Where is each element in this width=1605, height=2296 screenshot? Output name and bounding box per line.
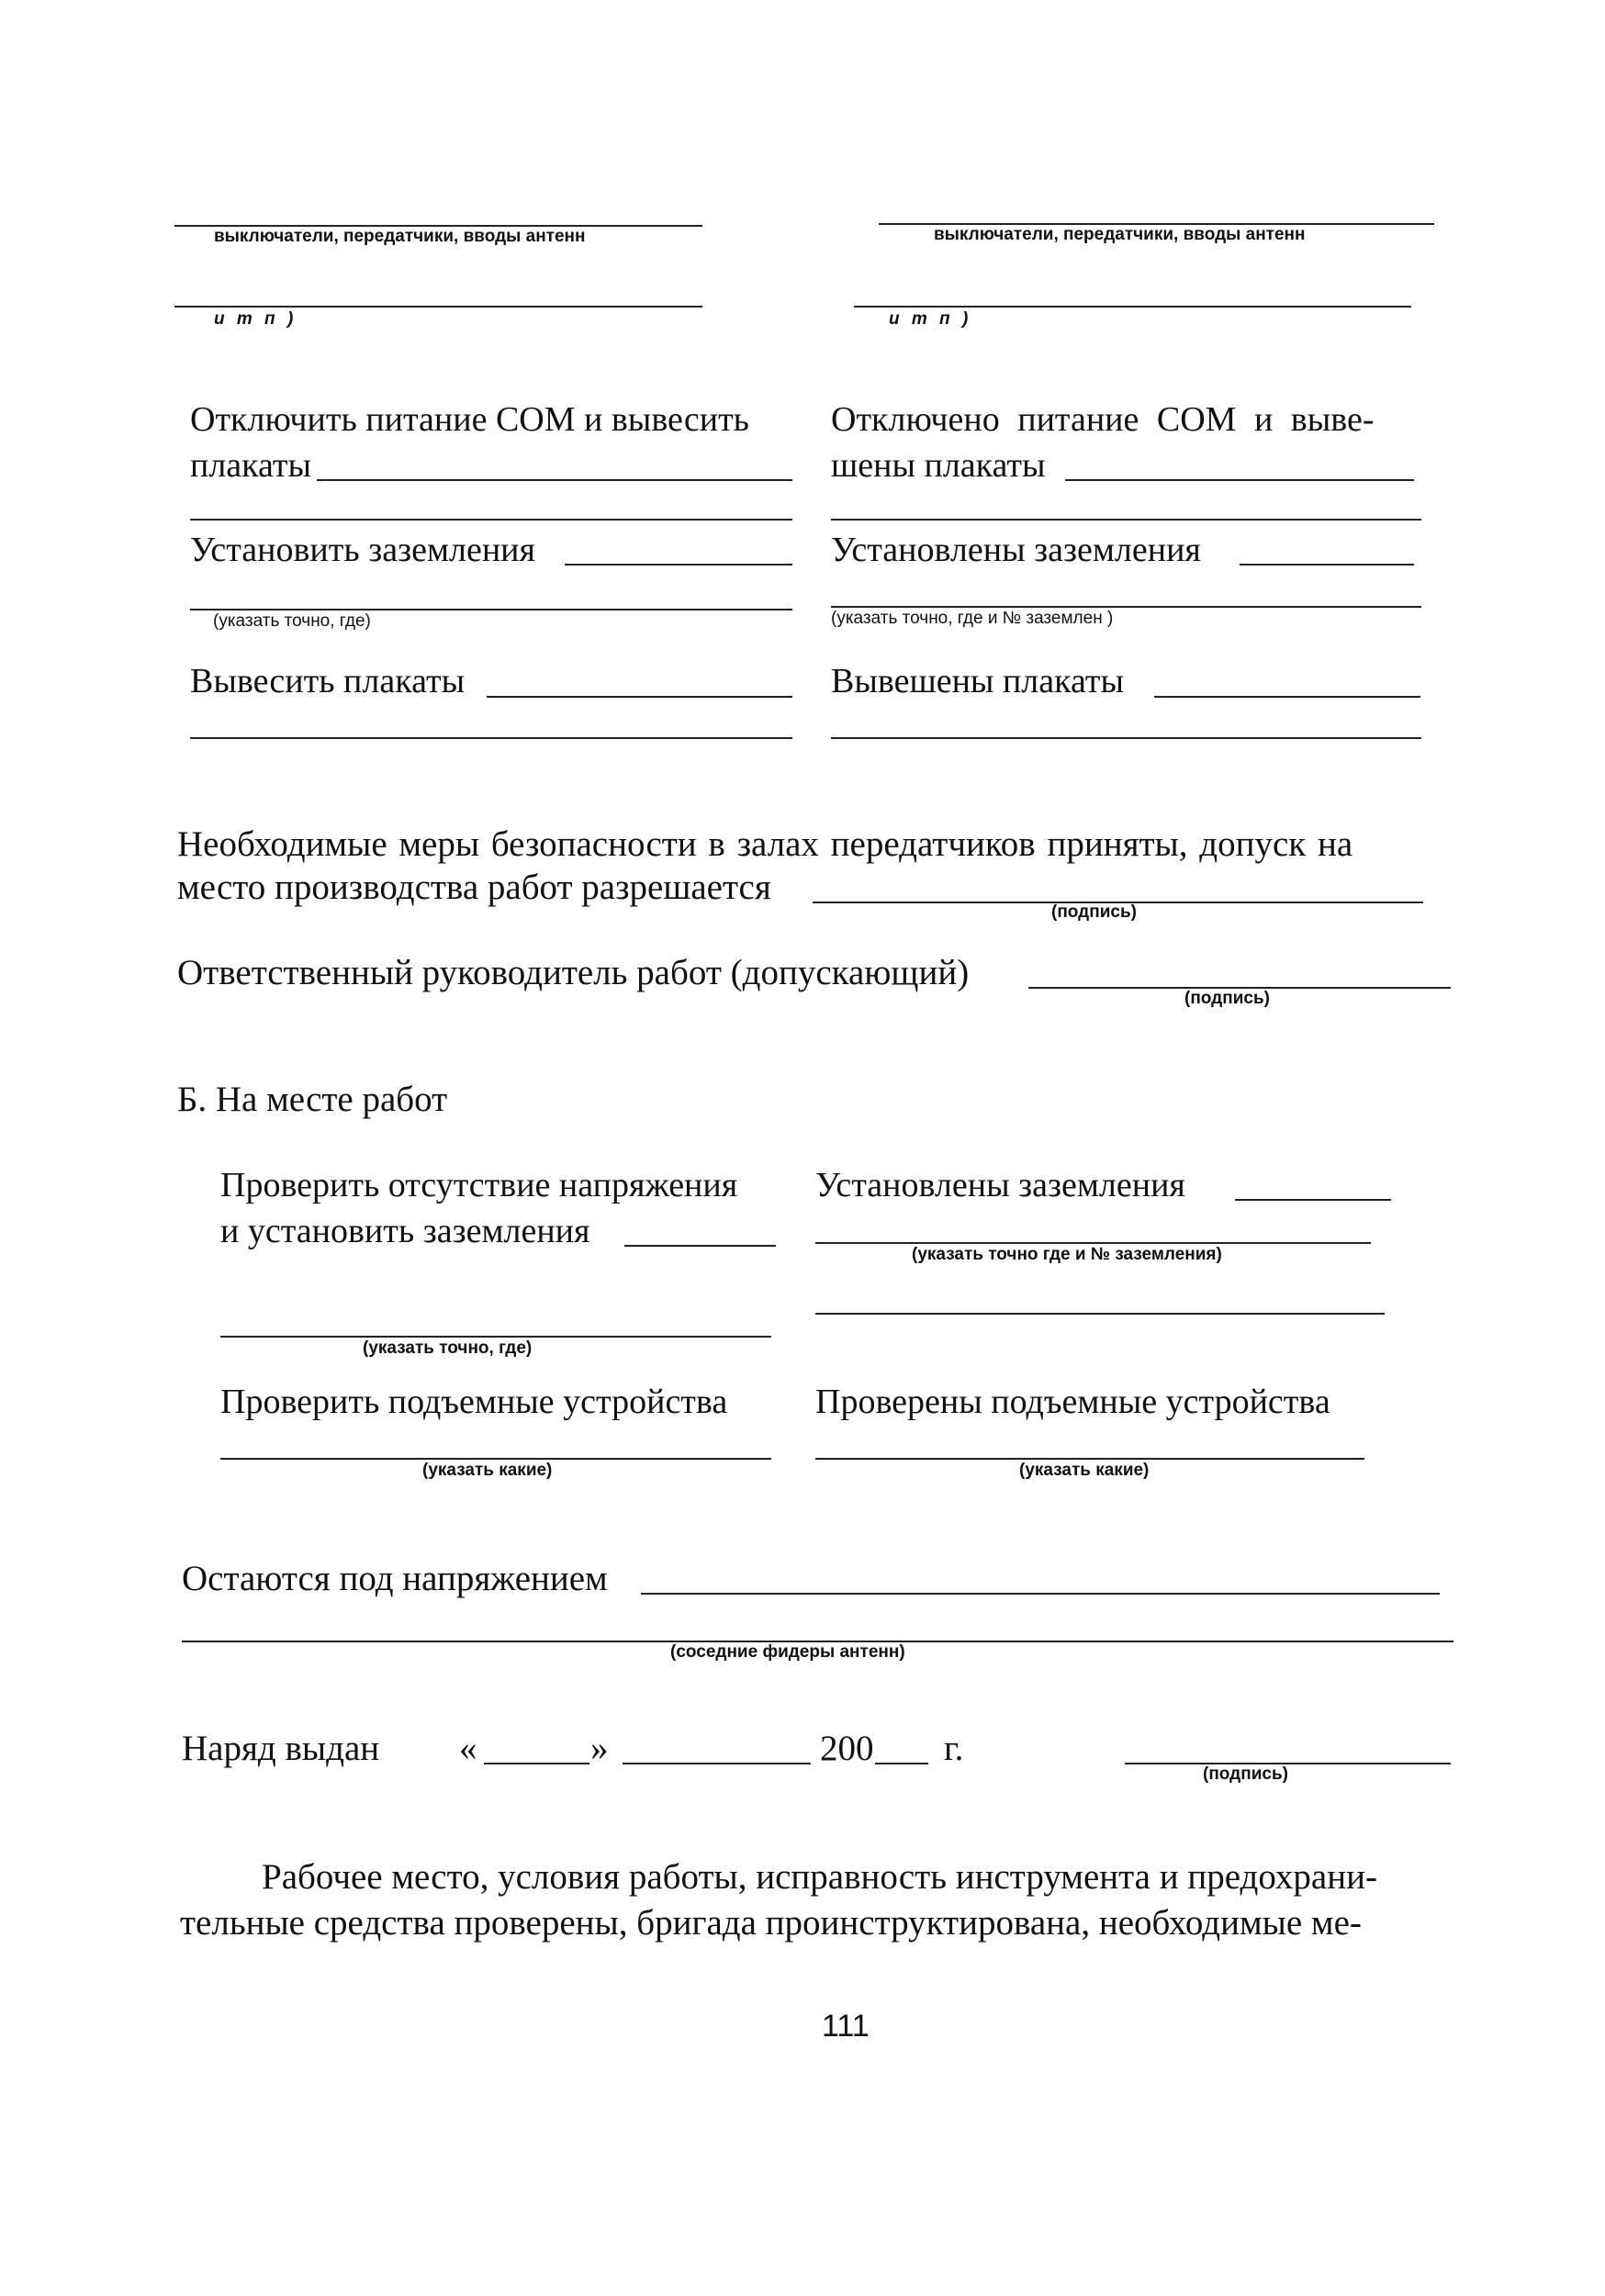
issued-signature-caption: (подпись) bbox=[1203, 1764, 1288, 1784]
left-power-off-extra-line[interactable] bbox=[190, 519, 792, 521]
b-right-extra-line[interactable] bbox=[815, 1313, 1385, 1315]
left-grounding-field[interactable] bbox=[565, 564, 792, 566]
b-right-grounding-label: Установлены заземления bbox=[815, 1166, 1185, 1204]
right-grounding-where-line[interactable] bbox=[831, 606, 1421, 608]
right-power-off-field[interactable] bbox=[1065, 479, 1414, 481]
responsible-signature-caption: (подпись) bbox=[1184, 989, 1270, 1008]
b-right-grounding-field[interactable] bbox=[1235, 1199, 1391, 1201]
top-right-switches-caption: выключатели, передатчики, вводы антенн bbox=[934, 225, 1306, 244]
b-left-check-line2: и установить заземления bbox=[220, 1212, 590, 1250]
safety-line1: Необходимые меры безопасности в залах передатчиков приняты, допуск на bbox=[177, 824, 1353, 864]
b-right-which-line[interactable] bbox=[815, 1458, 1364, 1460]
issued-month-field[interactable] bbox=[623, 1763, 811, 1764]
left-posters-label: Вывесить плакаты bbox=[190, 662, 466, 700]
top-right-etc-line bbox=[854, 306, 1411, 308]
right-grounding-field[interactable] bbox=[1240, 564, 1414, 566]
top-left-etc-line bbox=[174, 306, 702, 308]
b-right-lifting-label: Проверены подъемные устройства bbox=[815, 1383, 1330, 1421]
right-power-off-line1: Отключено питание СОМ и выве- bbox=[831, 400, 1375, 439]
top-left-switches-caption: выключатели, передатчики, вводы антенн bbox=[214, 227, 586, 246]
issued-open-quote: « bbox=[459, 1729, 477, 1768]
b-left-check-field[interactable] bbox=[624, 1245, 776, 1247]
page-number: 111 bbox=[822, 2009, 870, 2044]
right-posters-field[interactable] bbox=[1154, 696, 1420, 698]
left-posters-field[interactable] bbox=[487, 696, 792, 698]
right-grounding-label: Установлены заземления bbox=[831, 531, 1201, 569]
right-power-off-extra-line[interactable] bbox=[831, 519, 1421, 521]
issued-day-field[interactable] bbox=[484, 1763, 589, 1764]
left-power-off-field[interactable] bbox=[317, 479, 792, 481]
live-label: Остаются под напряжением bbox=[182, 1559, 608, 1598]
left-power-off-line2: плакаты bbox=[190, 446, 312, 485]
b-left-which-caption: (указать какие) bbox=[422, 1461, 553, 1480]
issued-year-field[interactable] bbox=[875, 1763, 928, 1764]
issued-year-suffix: г. bbox=[944, 1729, 964, 1768]
safety-line2: место производства работ разрешается bbox=[177, 868, 771, 907]
b-right-which-caption: (указать какие) bbox=[1019, 1461, 1150, 1480]
b-right-where-caption: (указать точно где и № заземления) bbox=[912, 1245, 1222, 1264]
b-right-where-line[interactable] bbox=[815, 1242, 1371, 1244]
left-power-off-line1: Отключить питание СОМ и вывесить bbox=[190, 400, 750, 439]
responsible-label: Ответственный руководитель работ (допускающий) bbox=[177, 953, 970, 992]
live-caption: (соседние фидеры антенн) bbox=[670, 1642, 905, 1662]
top-right-etc-caption: и т п ) bbox=[889, 309, 972, 329]
right-posters-label: Вывешены плакаты bbox=[831, 662, 1125, 700]
left-posters-extra-line[interactable] bbox=[190, 737, 792, 739]
closing-line1: Рабочее место, условия работы, исправность инструмента и предохрани- bbox=[262, 1857, 1377, 1897]
b-left-which-line[interactable] bbox=[220, 1458, 771, 1460]
issued-year: 200 bbox=[820, 1729, 874, 1768]
right-posters-extra-line[interactable] bbox=[831, 737, 1421, 739]
b-left-check-line1: Проверить отсутствие напряжения bbox=[220, 1166, 738, 1204]
issued-close-quote: » bbox=[590, 1729, 609, 1768]
safety-signature-caption: (подпись) bbox=[1051, 902, 1137, 922]
b-left-where-caption: (указать точно, где) bbox=[363, 1338, 533, 1358]
b-left-lifting-label: Проверить подъемные устройства bbox=[220, 1383, 728, 1421]
section-b-title: Б. На месте работ bbox=[177, 1080, 448, 1119]
top-left-etc-caption: и т п ) bbox=[214, 309, 297, 329]
right-grounding-caption: (указать точно, где и № заземлен ) bbox=[831, 609, 1114, 628]
live-field[interactable] bbox=[641, 1593, 1440, 1595]
left-grounding-caption: (указать точно, где) bbox=[213, 611, 371, 631]
b-left-where-line[interactable] bbox=[220, 1336, 771, 1338]
right-power-off-line2: шены плакаты bbox=[831, 446, 1046, 485]
left-grounding-label: Установить заземления bbox=[190, 531, 535, 569]
left-grounding-where-line[interactable] bbox=[190, 609, 792, 610]
issued-label: Наряд выдан bbox=[182, 1729, 380, 1768]
closing-line2: тельные средства проверены, бригада проинструктирована, необходимые ме- bbox=[180, 1903, 1362, 1943]
